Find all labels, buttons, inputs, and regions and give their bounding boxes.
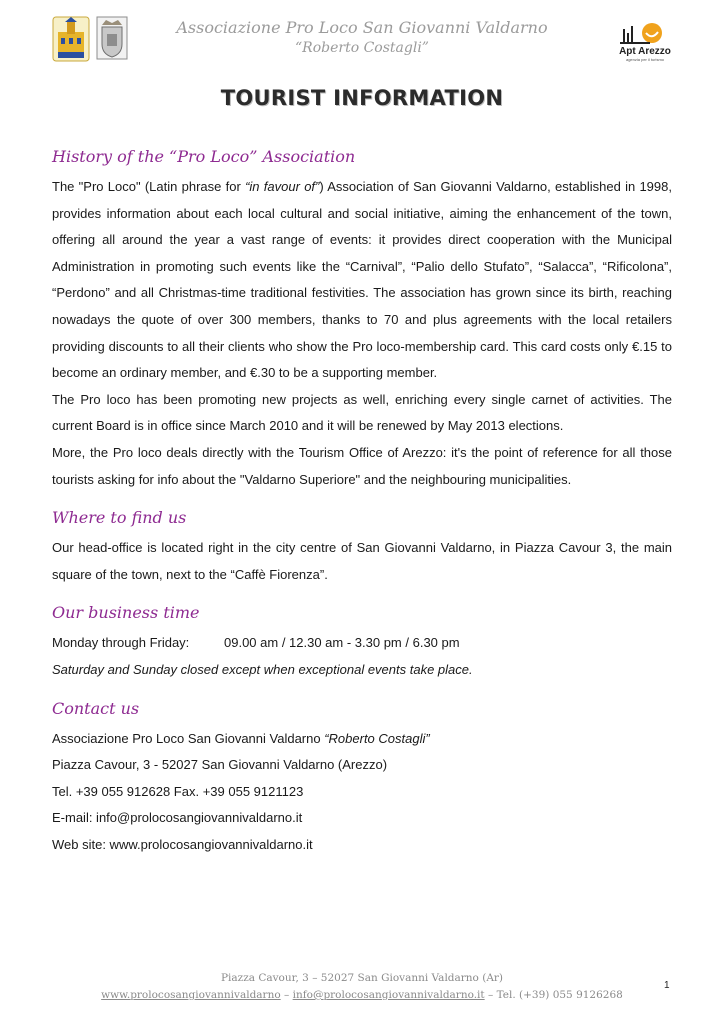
document-body (52, 140, 672, 858)
footer-address: Piazza Cavour, 3 – 52027 San Giovanni Valdarno (Ar) (220, 972, 504, 984)
business-days-label: Monday through Friday: (52, 635, 190, 651)
apt-arezzo-logo-subtext: agenzia per il turismo (625, 57, 665, 62)
header-title-line1: Associazione Pro Loco San Giovanni Valdarno (176, 18, 548, 37)
header-title (140, 18, 584, 58)
where-heading: Where to find us (52, 508, 187, 528)
footer-website-link[interactable]: www.prolocosangiovannivaldarno (101, 989, 281, 1001)
apt-arezzo-logo (612, 20, 678, 62)
contact-website: Web site: www.prolocosangiovannivaldarno.it (52, 836, 313, 852)
pro-loco-logo (52, 16, 90, 62)
footer-email-link[interactable]: info@prolocosangiovannivaldarno.it (292, 989, 485, 1001)
contact-phone: Tel. +39 055 912628 Fax. +39 055 9121123 (52, 783, 304, 799)
contact-email: E-mail: info@prolocosangiovannivaldarno.it (52, 810, 303, 826)
business-hours-value: 09.00 am / 12.30 am - 3.30 pm / 6.30 pm (224, 635, 460, 651)
page-number: 1 (664, 980, 670, 991)
history-paragraph-3: More, the Pro loco deals directly with the Tourism Office of Arezzo: it's the point of reference for all those tourists asking for info about the "Valdarno Superiore" and the neighbouring municipalities. (52, 444, 672, 487)
page-footer (0, 970, 724, 1004)
contact-org-italic: “Roberto Costagli” (324, 730, 430, 746)
footer-contacts (0, 987, 724, 1004)
contact-organization (52, 726, 672, 753)
apt-arezzo-logo-text: Apt Arezzo (619, 46, 671, 57)
footer-phone: – Tel. (+39) 055 9126268 (484, 989, 623, 1001)
history-p1-start: The "Pro Loco" (Latin phrase for (52, 179, 246, 194)
business-heading: Our business time (52, 603, 200, 623)
contact-org-name: Associazione Pro Loco San Giovanni Valdarno (52, 730, 325, 746)
footer-separator: – (280, 989, 293, 1001)
where-paragraph: Our head-office is located right in the city centre of San Giovanni Valdarno, in Piazza Cavour 3, the main square of the town, next to the “Caffè Fiorenza”. (52, 540, 672, 582)
header-title-line2: “Roberto Costagli” (295, 40, 429, 56)
weekend-note-text: Saturday and Sunday closed except when exceptional events take place. (52, 661, 473, 677)
weekend-note (52, 657, 672, 684)
contact-heading: Contact us (52, 698, 140, 718)
history-paragraph-2: The Pro loco has been promoting new projects as well, enriching every single carnet of activities. The current Board is in office since March 2010 and it will be renewed by May 2013 elections. (52, 391, 672, 434)
document-title: TOURIST INFORMATION (220, 86, 504, 110)
contact-address: Piazza Cavour, 3 - 52027 San Giovanni Valdarno (Arezzo) (52, 757, 388, 773)
history-heading: History of the “Pro Loco” Association (52, 147, 356, 166)
town-coat-of-arms-logo (96, 16, 128, 60)
history-p1-italic: “in favour of” (245, 179, 320, 194)
history-paragraph-1 (52, 174, 672, 387)
history-p1-end: ) Association of San Giovanni Valdarno, established in 1998, provides information about each local cultural and social initiative, aiming the enhancement of the town, offering all around the year a vast range of events: it provides direct cooperation with the Municipal Administration in promoting such events like the “Carnival”, “Palio dello Stufato”, “Salacca”, “Rificolona”, “Perdono” and all Christmas-time traditional festivities. The association has grown since its birth, reaching nowadays the quote of over 300 members, thanks to 70 and plus agreements with the local retailers providing discounts to all their clients who show the Pro loco-membership card. This card costs only €.15 to become an ordinary member, and €.30 to be a supporting member. (52, 179, 672, 381)
business-hours-row (52, 630, 672, 657)
